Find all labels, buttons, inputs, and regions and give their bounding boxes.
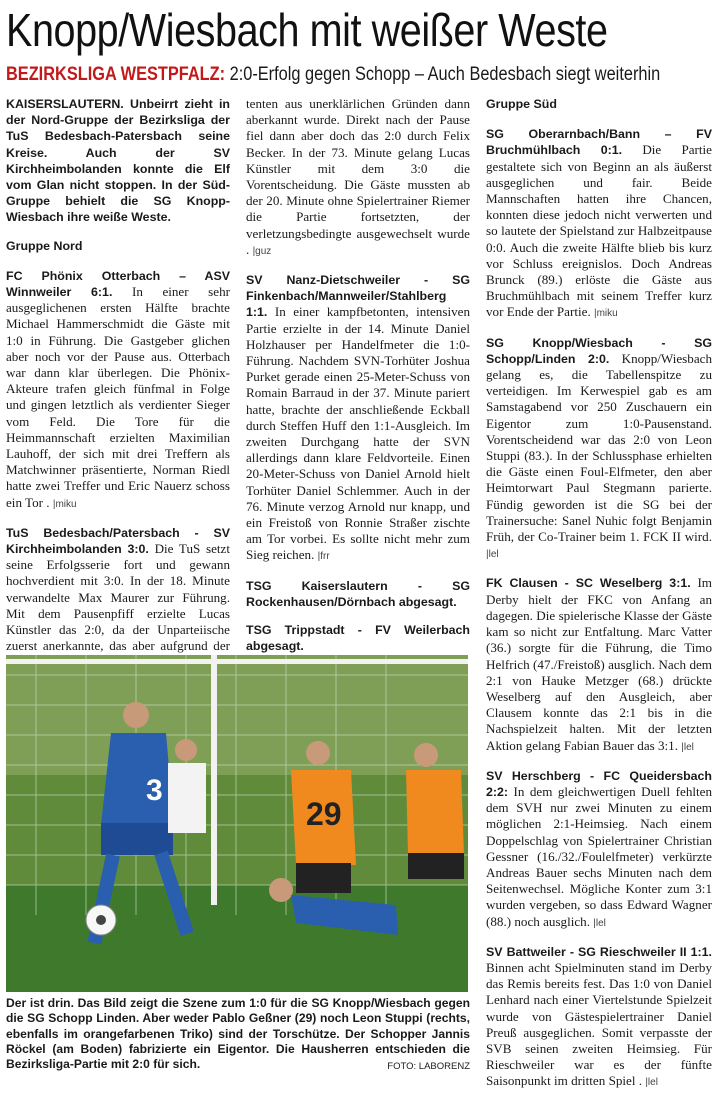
group-heading-nord: Gruppe Nord	[6, 238, 83, 253]
photo-caption	[6, 996, 470, 1074]
report-clausen	[486, 575, 712, 755]
report-head: SG Knopp/Wiesbach - SG Schopp/Linden 2:0.	[486, 335, 712, 366]
match-photo	[6, 655, 468, 992]
report-nanz	[246, 272, 470, 566]
caption-text: Der ist drin. Das Bild zeigt die Szene zum 1:0 für die SG Knopp/Wiesbach gegen die SG Schopp Linden. Aber weder Pablo Geßner (29) noch Leon Stuppi (rechts, ebenfalls im orangefarbenen Triko) sind der Torschütze. Der Schopper Jannis Röckel (am Boden) fabrizierte ein Eigentor. Die Hausherren entschieden die Bezirksliga-Partie mit 2:0 für sich.	[6, 996, 470, 1072]
report-head: FK Clausen - SC Weselberg 3:1.	[486, 576, 691, 591]
report-author: |lel	[486, 549, 499, 561]
background-trees	[6, 655, 468, 775]
intro-paragraph: KAISERSLAUTERN. Unbeirrt zieht in der Nord-Gruppe der Bezirksliga der TuS Bedesbach-Patersbach seine Kreise. Auch der SV Kirchheimbolanden konnte die Elf vom Glan nicht stoppen. In der Süd-Gruppe behielt die SG Knopp-Wiesbach ihre weiße Weste.	[6, 97, 230, 225]
report-head: TuS Bedesbach/Patersbach - SV Kirchheimbolanden 3:0.	[6, 525, 230, 557]
column-3	[486, 96, 712, 1104]
report-author: |miku	[52, 498, 77, 510]
column-2	[246, 96, 470, 667]
report-head: SV Herschberg - FC Queidersbach 2:2:	[486, 768, 712, 799]
subline-text: 2:0-Erfolg gegen Schopp – Auch Bedesbach siegt weiterhin	[225, 64, 661, 85]
background-field	[6, 775, 468, 885]
report-head: SV Nanz-Dietschweiler - SG Finkenbach/Mannweiler/Stahlberg 1:1.	[246, 273, 470, 320]
report-text: Im Derby hielt der FKC von Anfang an dagegen. Die spielerische Klasse der Gäste kam so nicht zur Entfaltung. Marc Vatter (36.) sorgte für die Führung, die Timo Helfrich (47./Freistoß) ausglich. Nach dem 2:1 von Hauke Metzger (68.) drückte Weselberg auf den Ausgleich, aber Clausem konnte das 2:1 bis in die Nachspielzeit halten. Mit der letzten Aktion gelang Fabian Bauer das 3:1.	[486, 575, 712, 753]
report-battweiler	[486, 944, 712, 1092]
report-oberarnbach	[486, 126, 712, 322]
jersey-number-3: 3	[146, 774, 163, 807]
column-1	[6, 96, 230, 683]
report-text: In einer sehr ausgeglichenen ersten Hälfte brachte Michael Hammerschmidt die Gäste mit 1:0 in Führung. Die Gastgeber glichen aber noch vor der Pause aus. Otterbach war dann klar überlegen. Die Phönix-Akteure trafen gleich fünfmal in Folge und gingen letztlich als verdienter Sieger vom Feld. Die Tore für die Heimmannschaft erzielten Maximilian Lauhoff, der sich mit drei Treffern als Matchwinner präsentierte, Norman Riedl hatte zwei Treffer und Eric Nauerz schoss ein Tor .	[6, 284, 230, 510]
photo-credit: FOTO: LABORENZ	[387, 1061, 470, 1073]
report-text: In dem gleichwertigen Duell fehlten dem SVH nur zwei Minuten zu einem möglichen 2:1-Heimsieg. Nach einem Doppelschlag von Spielertrainer Christian Gessner (16./32./Foulelfmeter) verkürzte Andreas Bauer sechs Minuten nach dem Seitenwechsel. Mögliche Konter zum 3:1 wurden vergeben, so dass Edward Wagner (88.) noch ausglich.	[486, 783, 712, 929]
report-text: In einer kampfbetonten, intensiven Partie erzielte in der 14. Minute Daniel Holzhauser per Handelfmeter die 1:0-Führung. Nachdem SVN-Torhüter Joshua Purket gerade einen 25-Meter-Schuss von Romain Barraud in der 37. Minute pariert hatte, brachte der anschließende Eckball durch Steffen Huff den 1:1-Ausgleich. Im zweiten Durchgang hatte der SVN allerdings dann klare Feldvorteile. Einen 20-Meter-Schuss von Daniel Arnold hielt Torhüter Daniel Schlemmer. Auch in der 76. Minute verzog Arnold nur knapp, und ein Freistoß von Ronnie Straßer zischte am Tor vorbei. Es sollte nicht mehr zum Sieg reichen.	[246, 304, 470, 563]
report-text: Knopp/Wiesbach gelang es, die Tabellenspitze zu verteidigen. Im Kerwespiel gab es am Samstagabend vor 250 Zuschauern ein Eigentor zum 1:0-Pausenstand. Vorentscheidend war das 2:0 von Leon Stuppi (83.). In der Schlussphase erhielten die Gäste einen Foul-Elfmeter, den aber Heimtorwart Paul Stegmann parierte. Fündig geworden ist die SG bei der Trainersuche: Sanel Nuhic folgt Benjamin Früh, der Co-Trainer beim 1. FCK II wird.	[486, 350, 712, 545]
report-author: |frr	[317, 551, 330, 563]
report-author: |miku	[594, 308, 618, 320]
report-head: SG Oberarnbach/Bann – FV Bruchmühlbach 0:1.	[486, 127, 712, 158]
report-author: |lel	[645, 1077, 658, 1089]
report-bedesbach	[6, 525, 230, 671]
report-text: tenten aus unerklärlichen Gründen dann aberkannt wurde. Direkt nach der Pause fiel dann aber doch das 2:0 durch Felix Becker. In der 73. Minute gelang Lucas Künstler mit dem 3:0 die Vorentscheidung. Die Gäste mussten ab der 20. Minute ohne Spielertrainer Riemer die Partie fortsetzten, der verletzungsbedingte ausgewechselt wurde .	[246, 96, 470, 257]
report-kaiserslautern	[246, 578, 470, 610]
headline: Knopp/Wiesbach mit weißer Weste	[6, 4, 608, 56]
report-head: TSG Kaiserslautern - SG Rockenhausen/Dörnbach abgesagt.	[246, 578, 470, 609]
goal-post	[211, 655, 217, 905]
report-head: SV Battweiler - SG Rieschweiler II 1:1.	[486, 944, 712, 959]
subline	[6, 64, 661, 86]
match-photo-illustration	[6, 655, 468, 992]
subline-kicker: BEZIRKSLIGA WESTPFALZ:	[6, 64, 226, 85]
report-otterbach	[6, 268, 230, 513]
report-text: Die TuS setzt seine Erfolgsserie fort und gewann hochverdient mit 3:0. In der 18. Minute verwandelte Max Maurer zur Führung. Mit dem Pausenpfiff erzielte Lucas Künstler das 2:0, da der Unparteiische zuerst anerkannte, das aber aufgrund der	[6, 541, 230, 654]
group-heading-sued: Gruppe Süd	[486, 97, 557, 111]
report-head: TSG Trippstadt - FV Weilerbach abgesagt.	[246, 623, 470, 654]
report-trippstadt	[246, 622, 470, 654]
pitch-grass	[6, 885, 468, 992]
report-herschberg	[486, 768, 712, 932]
report-head: FC Phönix Otterbach – ASV Winnweiler 6:1.	[6, 268, 230, 300]
report-author: |lel	[593, 917, 606, 929]
report-author: |guz	[252, 245, 272, 257]
report-text: Die Partie gestaltete sich von Beginn an als äußerst ausgeglichen und fair. Beide Mannschaften hatten ihre Chancen, konnten diese jedoch nicht verwerten und so lautete der Spielstand zur Halbzeitpause 0:0. Auch die zweite Hälfte blieb bis kurz vor Schluss ereignislos. Doch Andreas Brunck (89.) erlöste die Gäste aus Bruchmühlbach mit seinem Treffer kurz vor Ende der Partie.	[486, 142, 712, 320]
report-author: |lel	[681, 741, 694, 753]
report-knopp	[486, 335, 712, 564]
report-bedesbach-cont	[246, 96, 470, 260]
goal-crossbar	[6, 659, 468, 664]
jersey-number-29: 29	[306, 796, 342, 832]
ball-icon	[86, 905, 116, 935]
report-text: Binnen acht Spielminuten stand im Derby das Remis bereits fest. Das 1:0 von Daniel Lenhard nach einer Viertelstunde Spielzeit wurde von Gästespielertrainer Daniel Preuß ausgeglichen. Somit verpasste der SVB seinen zweiten Heimsieg. Für Rieschweiler war es der fünfte Saisonpunkt im dritten Spiel .	[486, 959, 712, 1089]
